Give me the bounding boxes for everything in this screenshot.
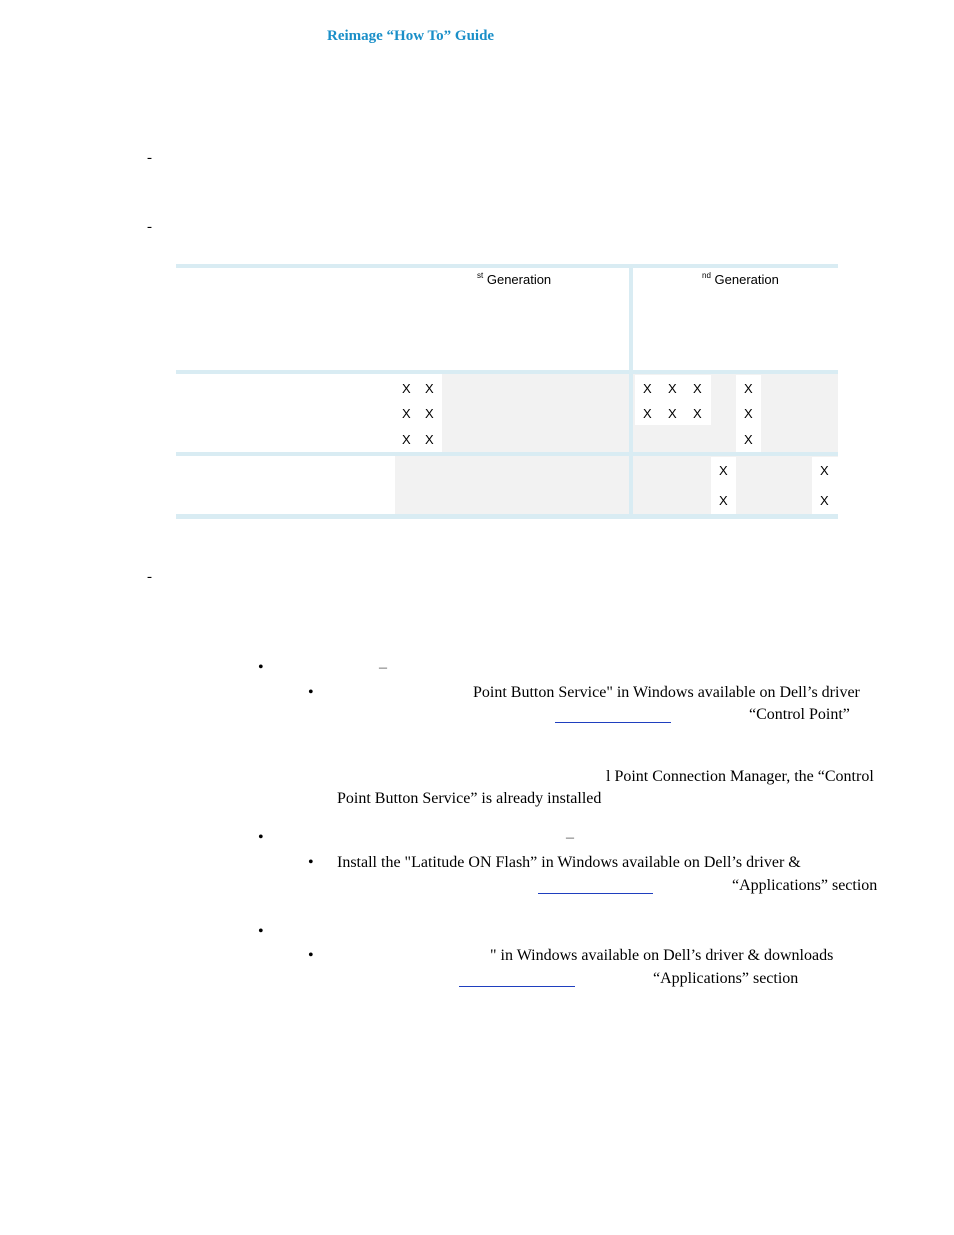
table-shaded-cell bbox=[395, 456, 629, 514]
item-2-line-2: “Applications” section bbox=[732, 877, 878, 894]
hyperlink-underline[interactable] bbox=[459, 986, 575, 987]
list-bullet-3: • bbox=[258, 923, 264, 940]
table-mark: X bbox=[744, 381, 753, 396]
sub-bullet-3: • bbox=[308, 947, 314, 964]
document-header-title: Reimage “How To” Guide bbox=[327, 28, 495, 44]
table-mark: X bbox=[668, 406, 677, 421]
table-mark: X bbox=[425, 406, 434, 421]
list-dash-3: - bbox=[147, 569, 152, 585]
item-1-line-3: l Point Connection Manager, the “Control bbox=[606, 768, 874, 785]
table-mark: X bbox=[719, 493, 728, 508]
hyperlink-underline[interactable] bbox=[555, 722, 671, 723]
sub-bullet-1: • bbox=[308, 684, 314, 701]
list-item-1-dash: – bbox=[379, 659, 387, 676]
list-dash-1: - bbox=[147, 150, 152, 166]
first-generation-header: $^{st}$ Generation bbox=[477, 271, 552, 287]
table-mark: X bbox=[425, 381, 434, 396]
table-mark: X bbox=[425, 432, 434, 447]
table-mark: X bbox=[643, 381, 652, 396]
table-mark: X bbox=[820, 463, 829, 478]
item-1-line-4: Point Button Service” is already installed bbox=[337, 790, 602, 807]
table-mark: X bbox=[668, 381, 677, 396]
table-mark: X bbox=[402, 406, 411, 421]
table-mark: X bbox=[744, 432, 753, 447]
list-bullet-1: • bbox=[258, 659, 264, 676]
item-1-line-2: “Control Point” bbox=[749, 706, 850, 723]
sub-bullet-2: • bbox=[308, 854, 314, 871]
hyperlink-underline[interactable] bbox=[538, 893, 653, 894]
table-mark: X bbox=[402, 381, 411, 396]
item-1-line-1: Point Button Service" in Windows available on Dell’s driver bbox=[473, 684, 860, 701]
table-mark: X bbox=[693, 406, 702, 421]
item-3-line-1: " in Windows available on Dell’s driver & downloads bbox=[490, 947, 834, 964]
table-mark: X bbox=[693, 381, 702, 396]
table-shaded-cell bbox=[442, 374, 629, 452]
table-mark: X bbox=[643, 406, 652, 421]
table-top-border bbox=[176, 264, 838, 268]
item-2-line-1: Install the "Latitude ON Flash” in Windows available on Dell’s driver & bbox=[337, 854, 801, 871]
table-mark: X bbox=[719, 463, 728, 478]
table-mark: X bbox=[744, 406, 753, 421]
list-dash-2: - bbox=[147, 219, 152, 235]
table-mark: X bbox=[402, 432, 411, 447]
table-bottom-border bbox=[176, 514, 838, 519]
list-bullet-2: • bbox=[258, 829, 264, 846]
item-3-line-2: “Applications” section bbox=[653, 970, 799, 987]
table-mark: X bbox=[820, 493, 829, 508]
second-generation-header: $^{nd}$ Generation bbox=[702, 271, 779, 287]
list-item-2-dash: – bbox=[566, 829, 574, 846]
